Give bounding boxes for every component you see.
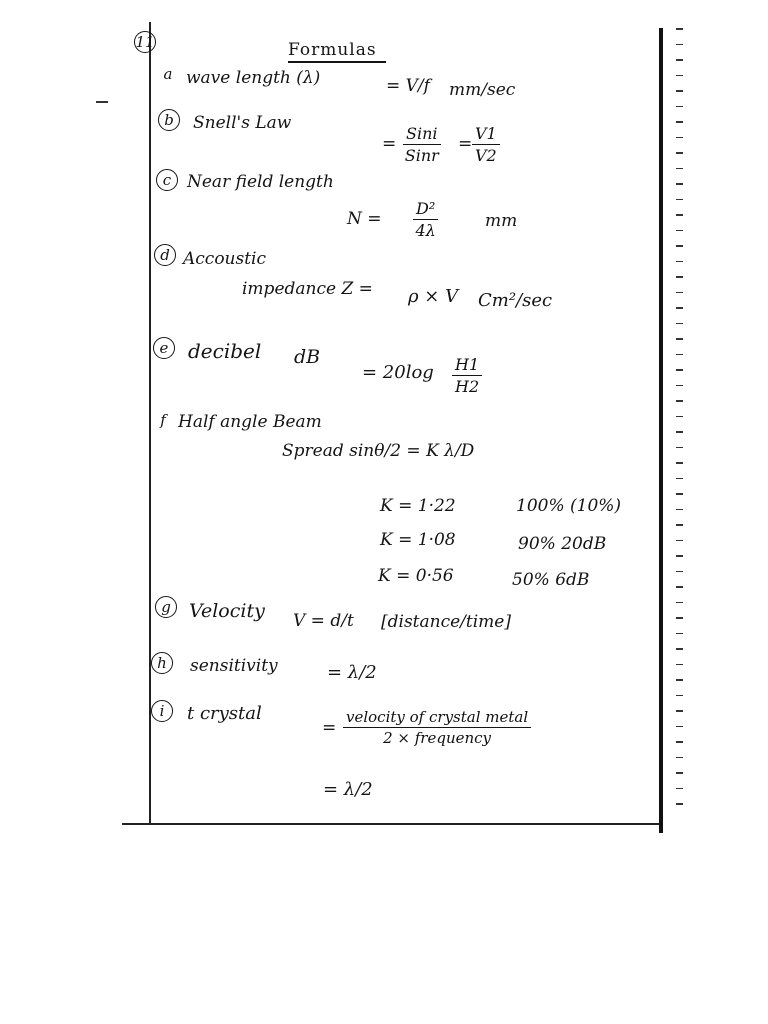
item-b-label: Snell's Law (193, 113, 292, 133)
perforation-tick (676, 772, 683, 774)
item-d-formula: ρ × V (408, 286, 459, 307)
perforation-tick (676, 338, 683, 340)
perforation-tick (676, 152, 683, 154)
k-percent-row-1: 100% (10%) (516, 496, 622, 516)
item-i-result: = λ/2 (323, 779, 373, 800)
item-e-numerator: H1 (452, 355, 482, 376)
perforation-tick (676, 28, 683, 30)
perforation-tick (676, 168, 683, 170)
item-i-marker: i (151, 700, 173, 722)
item-b-equals-2: = (458, 134, 473, 154)
item-b-fraction-1 (403, 124, 441, 165)
perforation-tick (676, 695, 683, 697)
item-e-fraction (452, 355, 482, 396)
perforation-tick (676, 214, 683, 216)
perforation-tick (676, 44, 683, 46)
item-a-marker: a (163, 65, 173, 83)
perforation-tick (676, 90, 683, 92)
page-right-edge (659, 28, 663, 833)
item-b-numerator: Sini (403, 124, 441, 145)
margin-line (149, 22, 151, 824)
item-i-label: t crystal (187, 703, 262, 724)
item-h-formula: = λ/2 (327, 662, 377, 683)
item-e-unit-label: dB (294, 346, 321, 368)
perforation-tick (676, 509, 683, 511)
item-h-marker: h (151, 652, 173, 674)
perforation-tick (676, 307, 683, 309)
item-a-label: wave length (λ) (186, 68, 321, 88)
perforation-tick (676, 602, 683, 604)
k-percent-row-2: 90% 20dB (518, 534, 607, 554)
item-g-marker: g (155, 596, 177, 618)
perforation-tick (676, 59, 683, 61)
item-h-label: sensitivity (190, 656, 278, 676)
item-c-label: Near field length (187, 172, 334, 192)
perforation-tick (676, 571, 683, 573)
perforation-tick (676, 757, 683, 759)
item-c-fraction (413, 199, 438, 240)
title-underline (288, 61, 386, 63)
page-number: 11 (135, 33, 155, 51)
item-c-denominator: 4λ (415, 221, 436, 240)
page-title: Formulas (288, 40, 377, 60)
item-d-label: Accoustic (183, 249, 267, 269)
perforation-tick (676, 788, 683, 790)
perforation-tick (676, 400, 683, 402)
stray-mark (96, 101, 108, 103)
k-value-row-1: K = 1·22 (380, 496, 456, 516)
perforation-tick (676, 106, 683, 108)
k-value-row-3: K = 0·56 (378, 566, 454, 586)
item-d-unit: Cm²/sec (478, 290, 553, 311)
perforation-tick (676, 230, 683, 232)
item-e-formula: = 20log (362, 362, 434, 383)
item-e-denominator: H2 (455, 377, 480, 396)
perforation-tick (676, 462, 683, 464)
perforation-tick (676, 617, 683, 619)
k-percent-row-3: 50% 6dB (512, 570, 590, 590)
bottom-rule (122, 823, 662, 825)
binding-perforations (676, 28, 686, 828)
item-b-denominator: Sinr (404, 146, 439, 165)
perforation-tick (676, 741, 683, 743)
item-i-fraction (343, 708, 531, 747)
perforation-tick (676, 555, 683, 557)
perforation-tick (676, 369, 683, 371)
item-c-marker: c (156, 169, 178, 191)
item-f-label: Half angle Beam (178, 412, 322, 432)
item-a-unit: mm/sec (449, 80, 516, 100)
item-b-marker: b (158, 109, 180, 131)
perforation-tick (676, 183, 683, 185)
perforation-tick (676, 679, 683, 681)
item-b-fraction-2 (472, 124, 500, 165)
perforation-tick (676, 292, 683, 294)
k-value-row-2: K = 1·08 (380, 530, 456, 550)
perforation-tick (676, 540, 683, 542)
perforation-tick (676, 75, 683, 77)
item-b-denominator-2: V2 (475, 146, 497, 165)
item-b-equals: = (382, 134, 397, 154)
item-d-marker: d (154, 244, 176, 266)
perforation-tick (676, 276, 683, 278)
perforation-tick (676, 493, 683, 495)
perforation-tick (676, 385, 683, 387)
perforation-tick (676, 664, 683, 666)
item-f-marker: f (160, 411, 166, 429)
perforation-tick (676, 416, 683, 418)
item-i-denominator: 2 × frequency (383, 729, 492, 747)
perforation-tick (676, 261, 683, 263)
perforation-tick (676, 323, 683, 325)
perforation-tick (676, 524, 683, 526)
item-b-numerator-2: V1 (472, 124, 500, 145)
item-f-formula: Spread sinθ/2 = K λ/D (282, 441, 475, 461)
perforation-tick (676, 633, 683, 635)
perforation-tick (676, 199, 683, 201)
item-g-note: [distance/time] (381, 612, 511, 632)
item-c-numerator: D² (413, 199, 438, 220)
perforation-tick (676, 803, 683, 805)
perforation-tick (676, 354, 683, 356)
item-c-lhs: N = (347, 209, 382, 229)
perforation-tick (676, 648, 683, 650)
item-d-label-2: impedance Z = (242, 279, 373, 299)
perforation-tick (676, 431, 683, 433)
item-c-unit: mm (485, 211, 518, 231)
item-e-label: decibel (188, 339, 262, 363)
item-i-numerator: velocity of crystal metal (343, 708, 531, 728)
perforation-tick (676, 245, 683, 247)
perforation-tick (676, 478, 683, 480)
perforation-tick (676, 710, 683, 712)
perforation-tick (676, 586, 683, 588)
item-g-label: Velocity (189, 600, 265, 622)
item-g-formula: V = d/t (293, 611, 354, 631)
perforation-tick (676, 726, 683, 728)
item-i-equals: = (322, 718, 337, 738)
item-a-formula: = V/f (386, 76, 430, 96)
perforation-tick (676, 137, 683, 139)
perforation-tick (676, 447, 683, 449)
item-e-marker: e (153, 337, 175, 359)
perforation-tick (676, 121, 683, 123)
